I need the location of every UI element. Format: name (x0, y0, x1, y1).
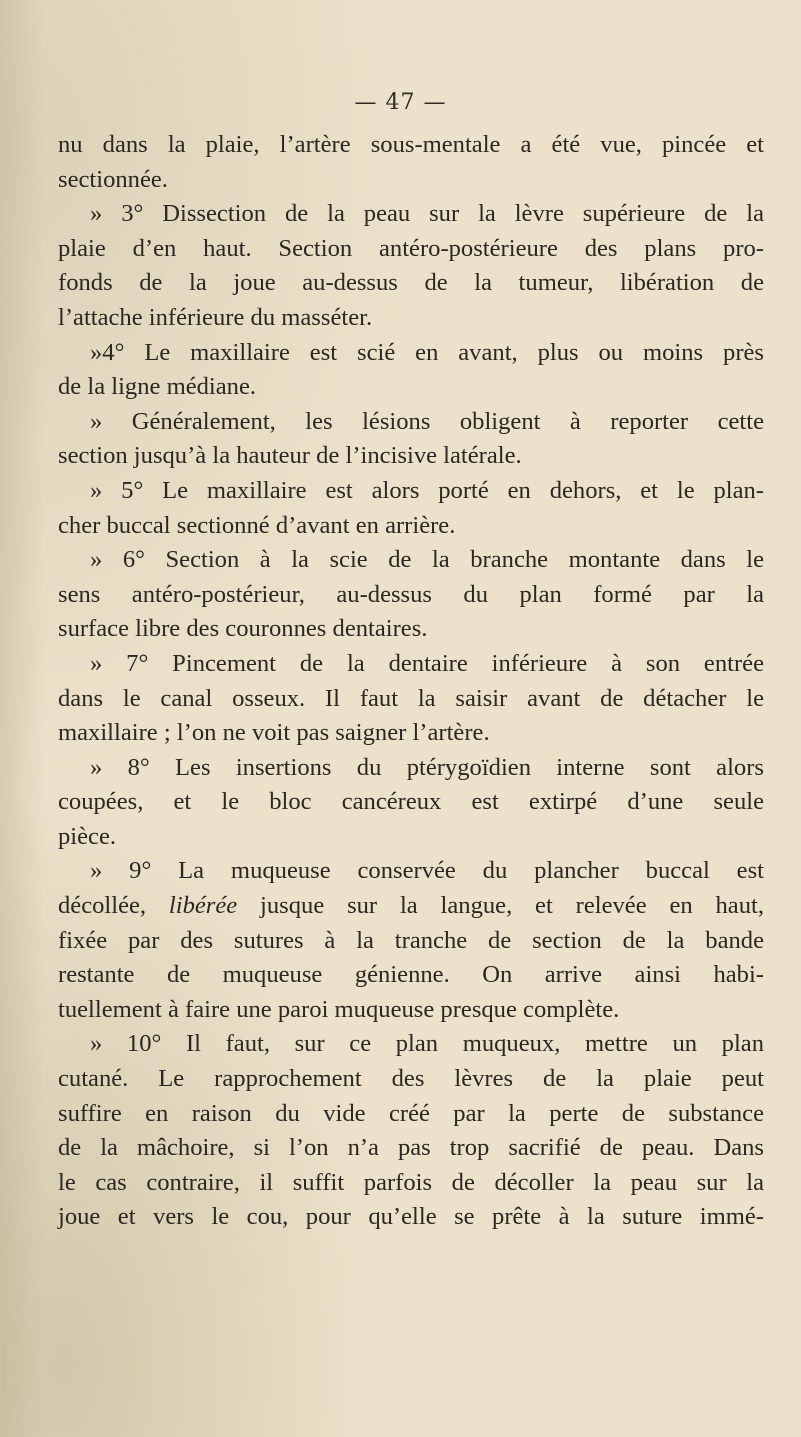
text-line (58, 889, 764, 924)
text-line: » Généralement, les lésions obligent à reporter cette (90, 407, 764, 435)
text-line: section jusqu’à la hauteur de l’incisive latérale. (58, 442, 522, 470)
text-line: joue et vers le cou, pour qu’elle se prête à la suture immé- (58, 1203, 764, 1231)
italic-word: libérée (168, 892, 238, 920)
text-line: » 8° Les insertions du ptérygoïdien interne sont alors (90, 753, 764, 781)
text-line: sectionnée. (58, 165, 168, 193)
text-line: maxillaire ; l’on ne voit pas saigner l’artère. (58, 719, 490, 747)
text-line: l’attache inférieure du masséter. (58, 303, 373, 331)
text-line: nu dans la plaie, l’artère sous-mentale a été vue, pincée et (58, 131, 764, 158)
text-line: de la ligne médiane. (58, 373, 257, 401)
text-line: tuellement à faire une paroi muqueuse presque complète. (58, 995, 620, 1023)
text-line: cher buccal sectionné d’avant en arrière. (58, 511, 456, 539)
text-line: » 5° Le maxillaire est alors porté en dehors, et le plan- (90, 476, 764, 504)
text-line: plaie d’en haut. Section antéro-postérieure des plans pro- (58, 234, 764, 262)
text-line: » 6° Section à la scie de la branche montante dans le (90, 546, 764, 574)
text-line: » 7° Pincement de la dentaire inférieure à son entrée (90, 649, 764, 677)
text-line: surface libre des couronnes dentaires. (58, 615, 428, 643)
text-fragment: décollée, (58, 892, 169, 920)
text-line: dans le canal osseux. Il faut la saisir avant de détacher le (58, 684, 764, 712)
text-line: »4° Le maxillaire est scié en avant, plus ou moins près (90, 338, 764, 366)
body-text (58, 128, 764, 1235)
text-line: coupées, et le bloc cancéreux est extirpé d’une seule (58, 788, 764, 816)
text-line: » 3° Dissection de la peau sur la lèvre supérieure de la (90, 200, 764, 228)
text-fragment: jusque sur la langue, et relevée en haut, (237, 892, 764, 920)
text-line: sens antéro-postérieur, au-dessus du plan formé par la (58, 580, 764, 608)
text-line: » 10° Il faut, sur ce plan muqueux, mettre un plan (90, 1030, 764, 1058)
text-line: de la mâchoire, si l’on n’a pas trop sacrifié de peau. Dans (58, 1134, 764, 1162)
text-line: fixée par des sutures à la tranche de section de la bande (58, 926, 764, 954)
text-line: cutané. Le rapprochement des lèvres de la plaie peut (58, 1065, 764, 1093)
text-line: restante de muqueuse génienne. On arrive ainsi habi- (58, 961, 764, 989)
page-number: — 47 — (354, 90, 447, 115)
text-line: pièce. (58, 822, 117, 850)
text-line: fonds de la joue au-dessus de la tumeur, libération de (58, 269, 764, 297)
text-line: le cas contraire, il suffit parfois de décoller la peau sur la (58, 1168, 764, 1196)
text-line: suffire en raison du vide créé par la perte de substance (58, 1099, 764, 1127)
text-line: » 9° La muqueuse conservée du plancher buccal est (90, 857, 764, 885)
